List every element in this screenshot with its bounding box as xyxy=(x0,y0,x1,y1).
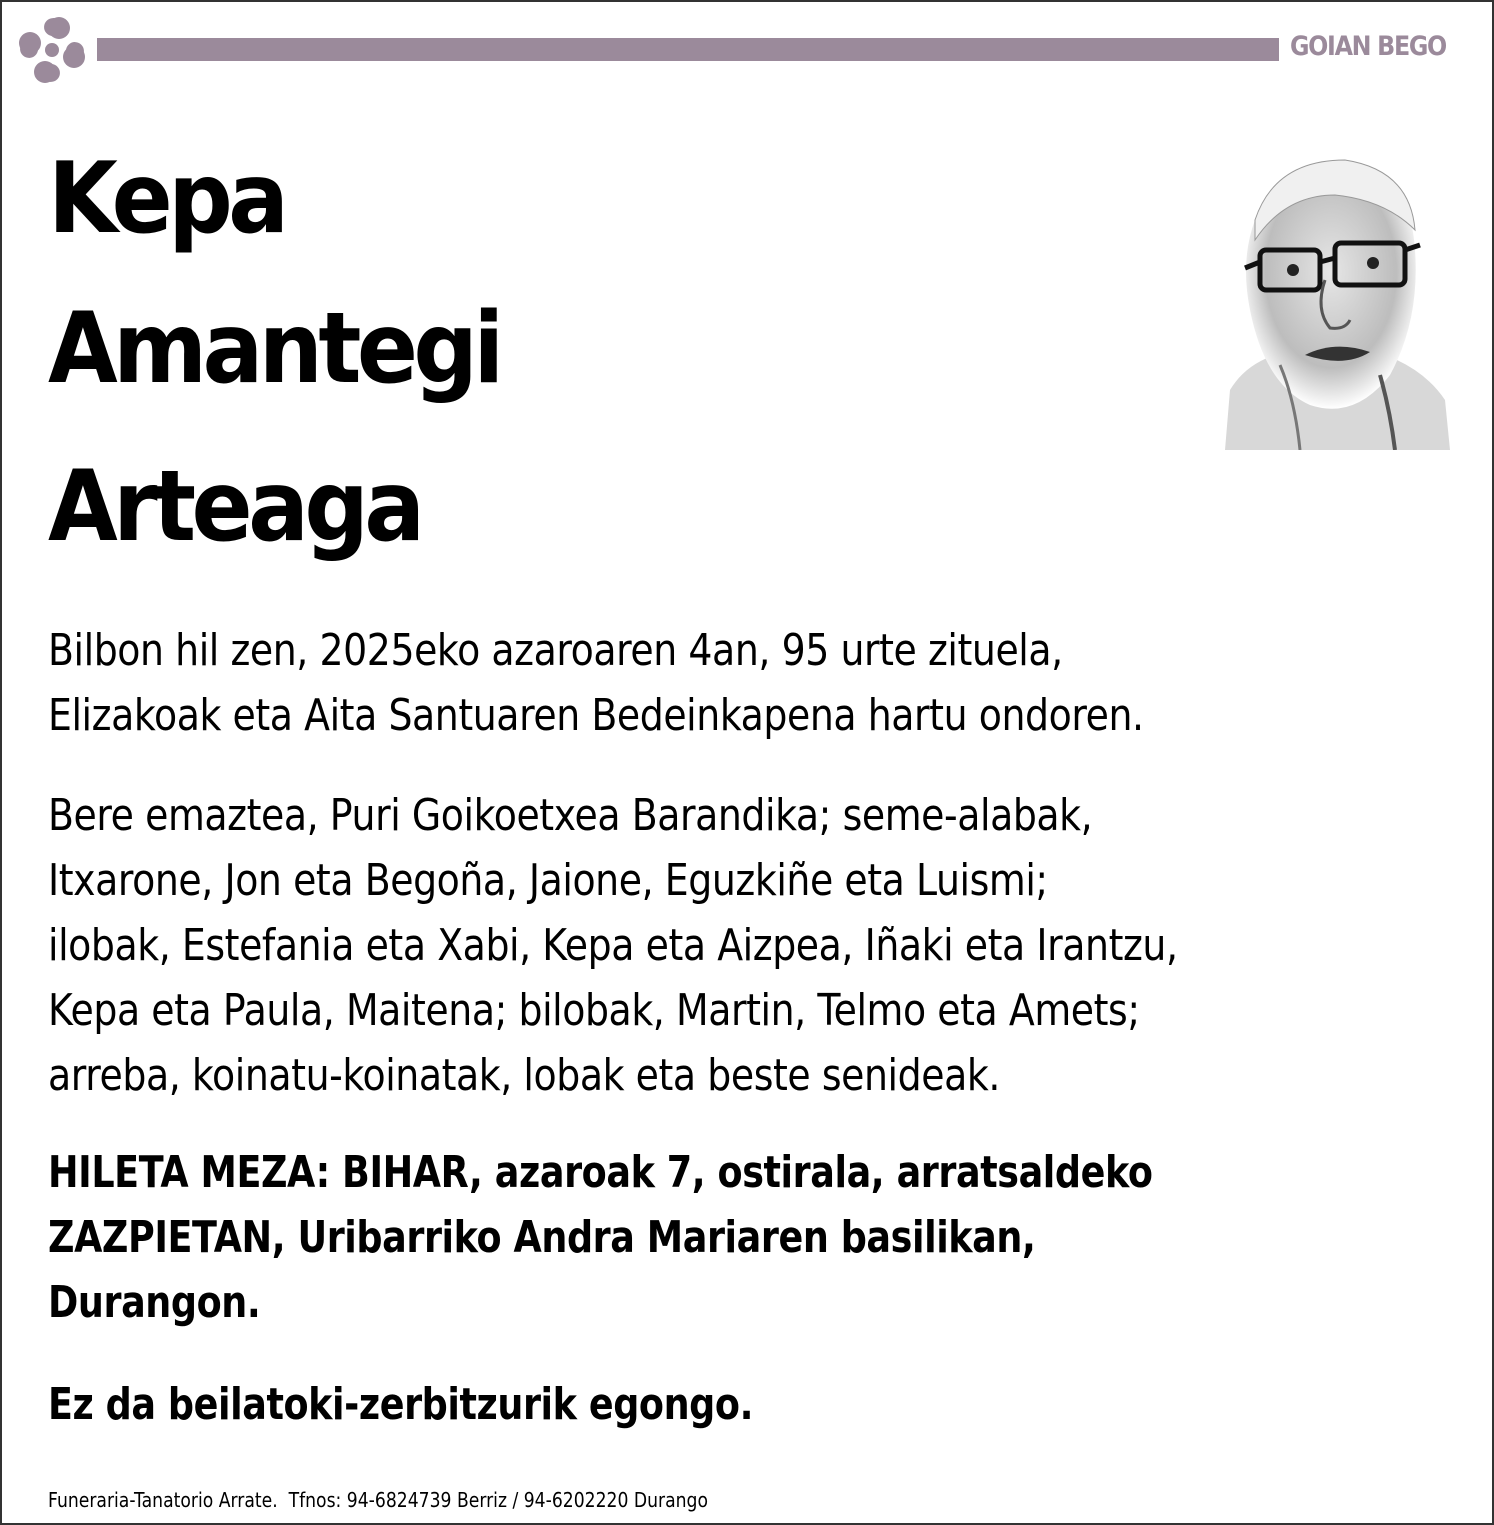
funeral-home-footer: Funeraria-Tanatorio Arrate. Tfnos: 94-6824739 Berriz / 94-6202220 Durango xyxy=(48,1488,708,1512)
text-line: Kepa eta Paula, Maitena; bilobak, Martin, Telmo eta Amets; xyxy=(48,985,1140,1036)
text-line: ilobak, Estefania eta Xabi, Kepa eta Aizpea, Iñaki eta Irantzu, xyxy=(48,920,1178,971)
death-notice-paragraph xyxy=(48,618,1144,748)
text-line: arreba, koinatu-koinatak, lobak eta beste senideak. xyxy=(48,1050,1000,1101)
text-line: ZAZPIETAN, Uribarriko Andra Mariaren basilikan, xyxy=(48,1212,1036,1263)
text-line: Bilbon hil zen, 2025eko azaroaren 4an, 95 urte zituela, xyxy=(48,625,1063,676)
text-line: Elizakoak eta Aita Santuaren Bedeinkapena hartu ondoren. xyxy=(48,690,1144,741)
portrait-photo xyxy=(1205,150,1450,450)
deceased-surname-2: Arteaga xyxy=(48,450,421,564)
brand-title: GOIAN BEGO xyxy=(1290,31,1446,62)
wake-note xyxy=(48,1372,753,1437)
text-line: Ez da beilatoki-zerbitzurik egongo. xyxy=(48,1379,754,1430)
text-line: Bere emaztea, Puri Goikoetxea Barandika; seme-alabak, xyxy=(48,790,1093,841)
funeral-paragraph xyxy=(48,1140,1153,1335)
lauburu-icon xyxy=(14,12,90,88)
header-rule xyxy=(97,38,1279,61)
deceased-surname-1: Amantegi xyxy=(48,292,500,406)
text-line: HILETA MEZA: BIHAR, azaroak 7, ostirala, arratsaldeko xyxy=(48,1147,1153,1198)
text-line: Itxarone, Jon eta Begoña, Jaione, Eguzkiñe eta Luismi; xyxy=(48,855,1048,906)
text-line: Durangon. xyxy=(48,1277,261,1328)
family-paragraph xyxy=(48,783,1178,1108)
deceased-first-name: Kepa xyxy=(48,142,285,256)
